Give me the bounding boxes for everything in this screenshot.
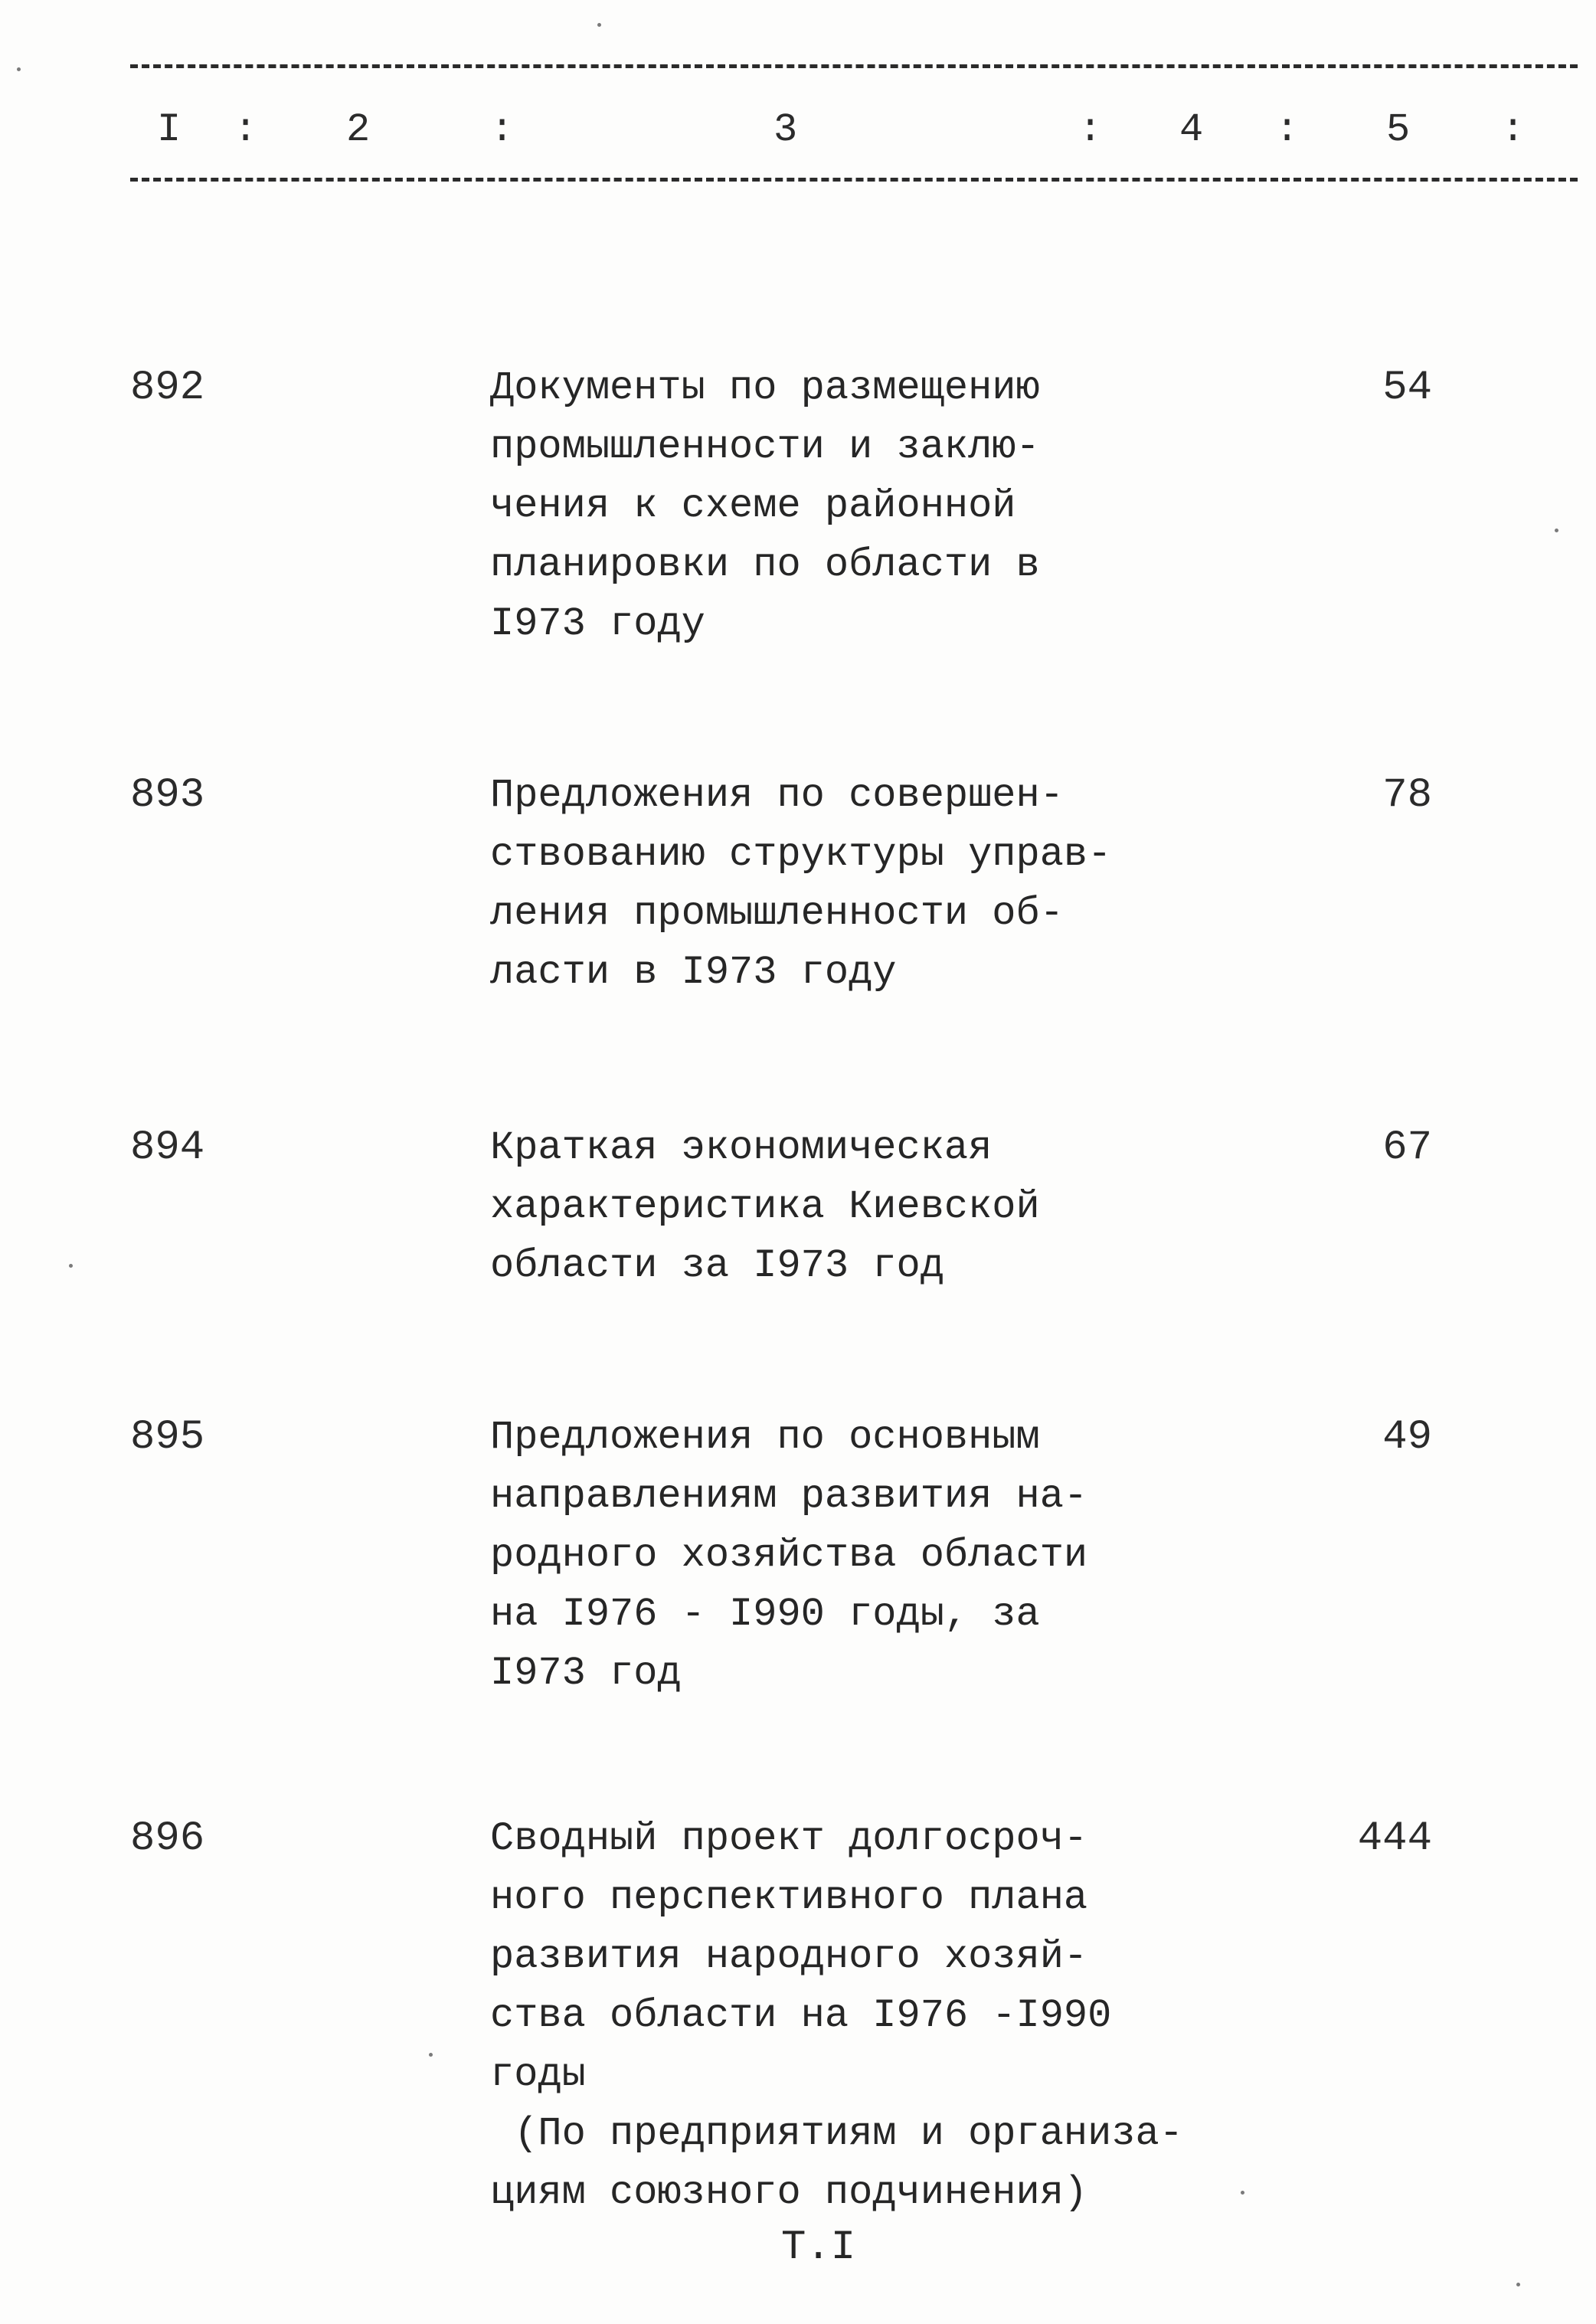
case-title-line: ласти в I973 году	[490, 950, 897, 995]
case-title-line: планировки по области в	[490, 542, 1040, 588]
case-title-line: I973 год	[490, 1651, 682, 1696]
case-title-line: Документы по размещению	[490, 365, 1040, 411]
case-number: 892	[130, 365, 205, 411]
sheet-count: 49	[1382, 1414, 1432, 1461]
case-title	[490, 1408, 1179, 1703]
scan-speck	[69, 1264, 73, 1268]
case-title-line: Краткая экономическая	[490, 1125, 993, 1170]
scan-speck	[597, 23, 601, 27]
case-title-line: ствованию структуры управ-	[490, 832, 1112, 877]
case-title-line: Сводный проект долгосроч-	[490, 1816, 1088, 1861]
case-title-line: ного перспективного плана	[490, 1875, 1088, 1920]
case-title-line: ства области на I976 -I990	[490, 1993, 1112, 2038]
header-separator: :	[1501, 107, 1526, 152]
case-title	[490, 1809, 1183, 2222]
case-title-line: на I976 - I990 годы, за	[490, 1592, 1040, 1637]
sheet-count: 54	[1382, 365, 1432, 411]
case-title-line: родного хозяйства области	[490, 1533, 1088, 1578]
case-number: 896	[130, 1815, 205, 1862]
case-title-line: промышленности и заклю-	[490, 424, 1040, 470]
case-title	[490, 358, 1179, 653]
scan-speck	[17, 67, 21, 71]
case-title	[490, 1118, 1179, 1295]
header-bottom-rule	[130, 178, 1578, 182]
volume-label: Т.I	[781, 2224, 856, 2271]
sheet-count: 67	[1382, 1124, 1432, 1171]
header-top-rule	[130, 64, 1578, 68]
case-number: 895	[130, 1414, 205, 1461]
case-title-line: ления промышленности об-	[490, 891, 1064, 936]
case-title	[490, 766, 1179, 1002]
case-title-line: (По предприятиям и организа-	[490, 2111, 1183, 2156]
case-title-line: характеристика Киевской	[490, 1184, 1040, 1229]
header-col-1: I	[157, 107, 182, 152]
scan-speck	[429, 2053, 433, 2057]
header-separator: :	[234, 107, 258, 152]
case-title-line: Предложения по основным	[490, 1415, 1040, 1460]
case-title-line: I973 году	[490, 601, 705, 646]
header-separator: :	[1078, 107, 1103, 152]
sheet-count: 78	[1382, 772, 1432, 819]
case-number: 894	[130, 1124, 205, 1171]
header-col-5: 5	[1386, 107, 1411, 152]
scan-speck	[1516, 2283, 1520, 2286]
header-col-3: 3	[773, 107, 798, 152]
scan-speck	[1241, 2191, 1244, 2195]
sheet-count: 444	[1357, 1815, 1432, 1862]
header-separator: :	[1275, 107, 1300, 152]
case-title-line: Предложения по совершен-	[490, 773, 1064, 818]
header-col-4: 4	[1179, 107, 1204, 152]
case-title-line: развития народного хозяй-	[490, 1934, 1088, 1979]
header-col-2: 2	[346, 107, 371, 152]
case-title-line: циям союзного подчинения)	[490, 2170, 1088, 2215]
scan-speck	[1555, 529, 1558, 532]
case-title-line: годы	[490, 2052, 586, 2097]
case-title-line: чения к схеме районной	[490, 483, 1016, 529]
case-number: 893	[130, 772, 205, 819]
header-separator: :	[490, 107, 515, 152]
case-title-line: направлениям развития на-	[490, 1474, 1088, 1519]
case-title-line: области за I973 год	[490, 1243, 944, 1288]
